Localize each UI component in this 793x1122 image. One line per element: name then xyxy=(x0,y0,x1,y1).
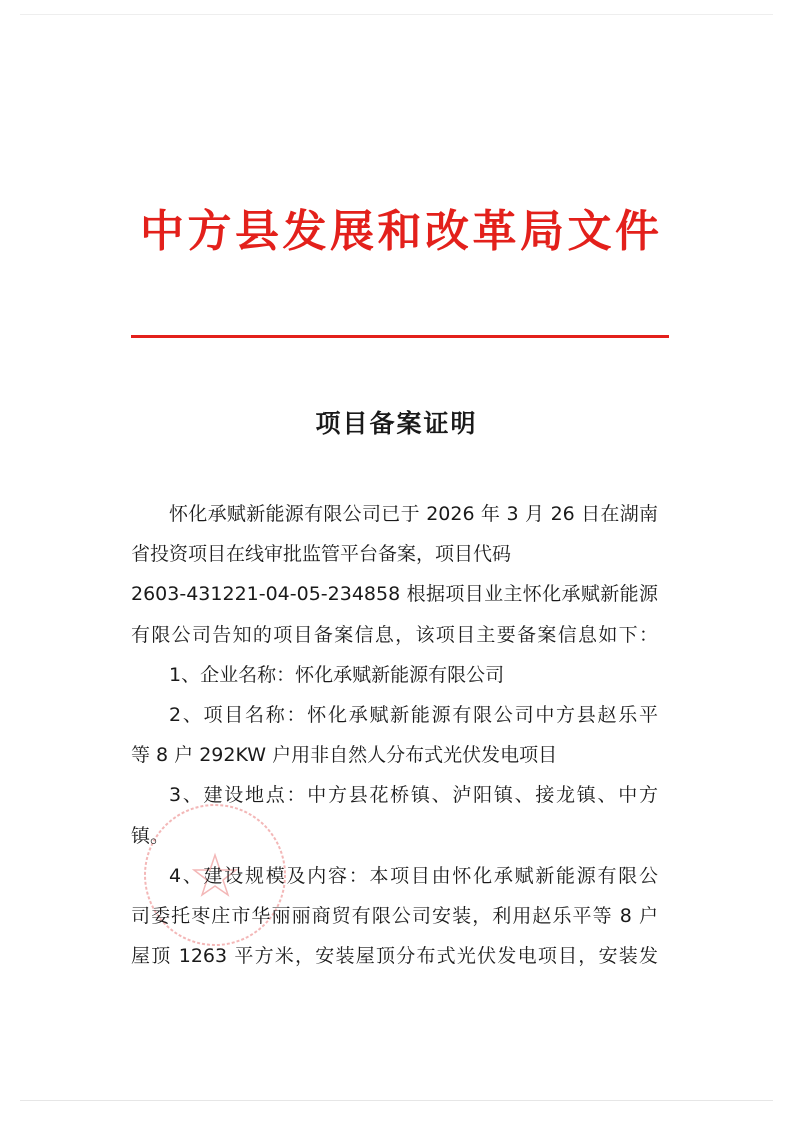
body-text-line: 4、建设规模及内容：本项目由怀化承赋新能源有限公 xyxy=(169,864,658,887)
scan-edge-bottom xyxy=(20,1100,773,1101)
body-text-line: 省投资项目在线审批监管平台备案，项目代码 xyxy=(131,543,512,566)
body-text-line: 有限公司告知的项目备案信息，该项目主要备案信息如下： xyxy=(131,623,658,646)
body-text-line: 2603-431221-04-05-234858 根据项目业主怀化承赋新能源 xyxy=(131,583,658,606)
body-text-line: 等 8 户 292KW 户用非自然人分布式光伏发电项目 xyxy=(131,744,558,767)
scan-edge-top xyxy=(20,14,773,15)
body-text-line: 镇。 xyxy=(131,824,170,847)
document-body xyxy=(131,494,658,976)
body-text-line: 2、项目名称：怀化承赋新能源有限公司中方县赵乐平 xyxy=(169,703,658,726)
body-text-line: 司委托枣庄市华丽丽商贸有限公司安装，利用赵乐平等 8 户 xyxy=(131,904,658,927)
body-text-line: 3、建设地点：中方县花桥镇、泸阳镇、接龙镇、中方 xyxy=(169,784,658,807)
document-header-title: 中方县发展和改革局文件 xyxy=(140,206,660,257)
body-text-line: 屋顶 1263 平方米，安装屋顶分布式光伏发电项目，安装发 xyxy=(131,945,658,968)
body-text-line: 怀化承赋新能源有限公司已于 2026 年 3 月 26 日在湖南 xyxy=(169,503,658,525)
document-subtitle: 项目备案证明 xyxy=(315,409,478,438)
body-text-line: 1、企业名称：怀化承赋新能源有限公司 xyxy=(169,663,505,686)
red-divider xyxy=(131,335,669,338)
